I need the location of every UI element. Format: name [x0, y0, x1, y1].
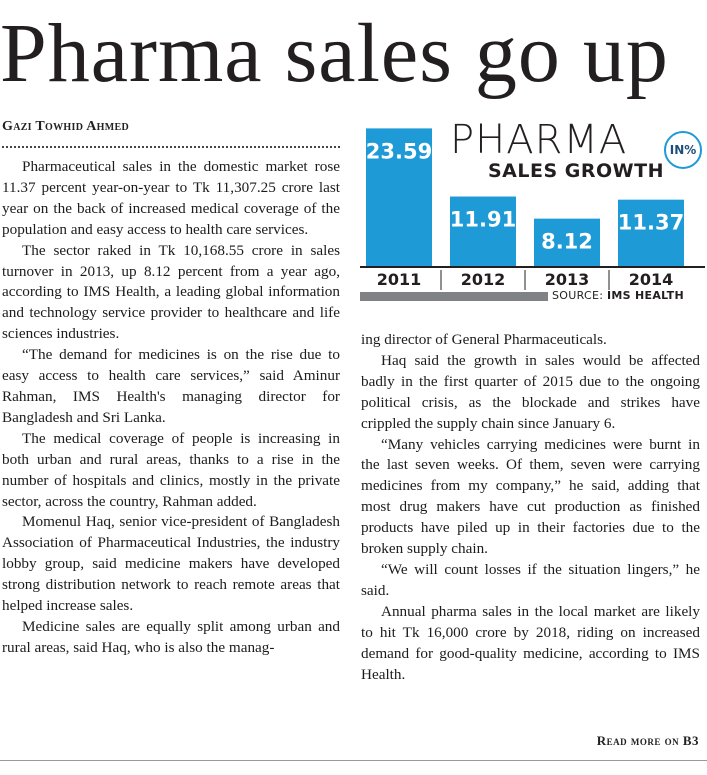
value-label-2011: 23.59 [365, 139, 433, 164]
value-label-2012: 11.91 [449, 207, 517, 232]
byline: Gazi Towhid Ahmed [2, 119, 129, 134]
paragraph: Momenul Haq, senior vice-president of Bangladesh Association of Pharmaceutical Industries, the industry lobby group, said medicine makers have developed strong distribution network to reach remote areas that helped increase sales. [2, 513, 340, 615]
value-label-2013: 8.12 [541, 229, 593, 254]
paragraph-continuation: ing director of General Pharmaceuticals. [361, 331, 607, 348]
paragraph: Annual pharma sales in the local market are likely to hit Tk 16,000 crore by 2018, riding on increased demand for good-quality medicine, according to IMS Health. [361, 602, 700, 683]
headline: Pharma sales go up [0, 7, 669, 100]
paragraph: “The demand for medicines is on the rise due to easy access to health care services,” said Aminur Rahman, IMS Health's managing director for Bangladesh and Sri Lanka. [2, 346, 340, 426]
unit-badge: IN% [664, 131, 702, 169]
sales-growth-chart [360, 118, 705, 308]
category-label-2012: 2012 [460, 270, 506, 289]
paragraph: The medical coverage of people is increasing in both urban and rural areas, thanks to a rise in the number of hospitals and clinics, mostly in the private sector, across the country, Rahman added. [2, 429, 340, 510]
chart-source [552, 289, 684, 302]
left-column [2, 157, 340, 659]
read-more-link[interactable]: Read more on B3 [596, 733, 699, 748]
chart-subtitle: SALES GROWTH [488, 160, 664, 182]
source-bar [360, 292, 548, 301]
source-label: SOURCE: [552, 289, 604, 302]
paragraph: Medicine sales are equally split among urban and rural areas, said Haq, who is also the manag- [2, 617, 340, 656]
paragraph: “We will count losses if the situation lingers,” he said. [361, 560, 700, 599]
paragraph: Pharmaceutical sales in the domestic market rose 11.37 percent year-on-year to Tk 11,307.25 crore last year on the back of increased medical coverage of the population and easy access to health care services. [2, 158, 340, 238]
category-label-2013: 2013 [544, 270, 590, 289]
right-column [361, 330, 700, 685]
category-label-2011: 2011 [376, 270, 422, 289]
value-label-2014: 11.37 [617, 210, 685, 235]
paragraph: Haq said the growth in sales would be affected badly in the first quarter of 2015 due to the ongoing political crisis, as the blockade and strikes have crippled the supply chain since January 6. [361, 351, 700, 432]
category-label-2014: 2014 [628, 270, 674, 289]
chart-title: PHARMA [450, 117, 628, 163]
byline-divider [2, 146, 340, 148]
paragraph: “Many vehicles carrying medicines were burnt in the last seven weeks. Of them, seven were carrying medicines from my company,” he said, adding that most drug makers have cut production as finished products have piled up in their factories due to the broken supply chain. [361, 435, 700, 558]
paragraph: The sector raked in Tk 10,168.55 crore in sales turnover in 2013, up 8.12 percent from a year ago, according to IMS Health, a leading global information and technology service provider to healthcare and life sciences industries. [2, 241, 340, 343]
source-name: IMS HEALTH [607, 289, 684, 302]
bottom-rule [0, 760, 707, 761]
